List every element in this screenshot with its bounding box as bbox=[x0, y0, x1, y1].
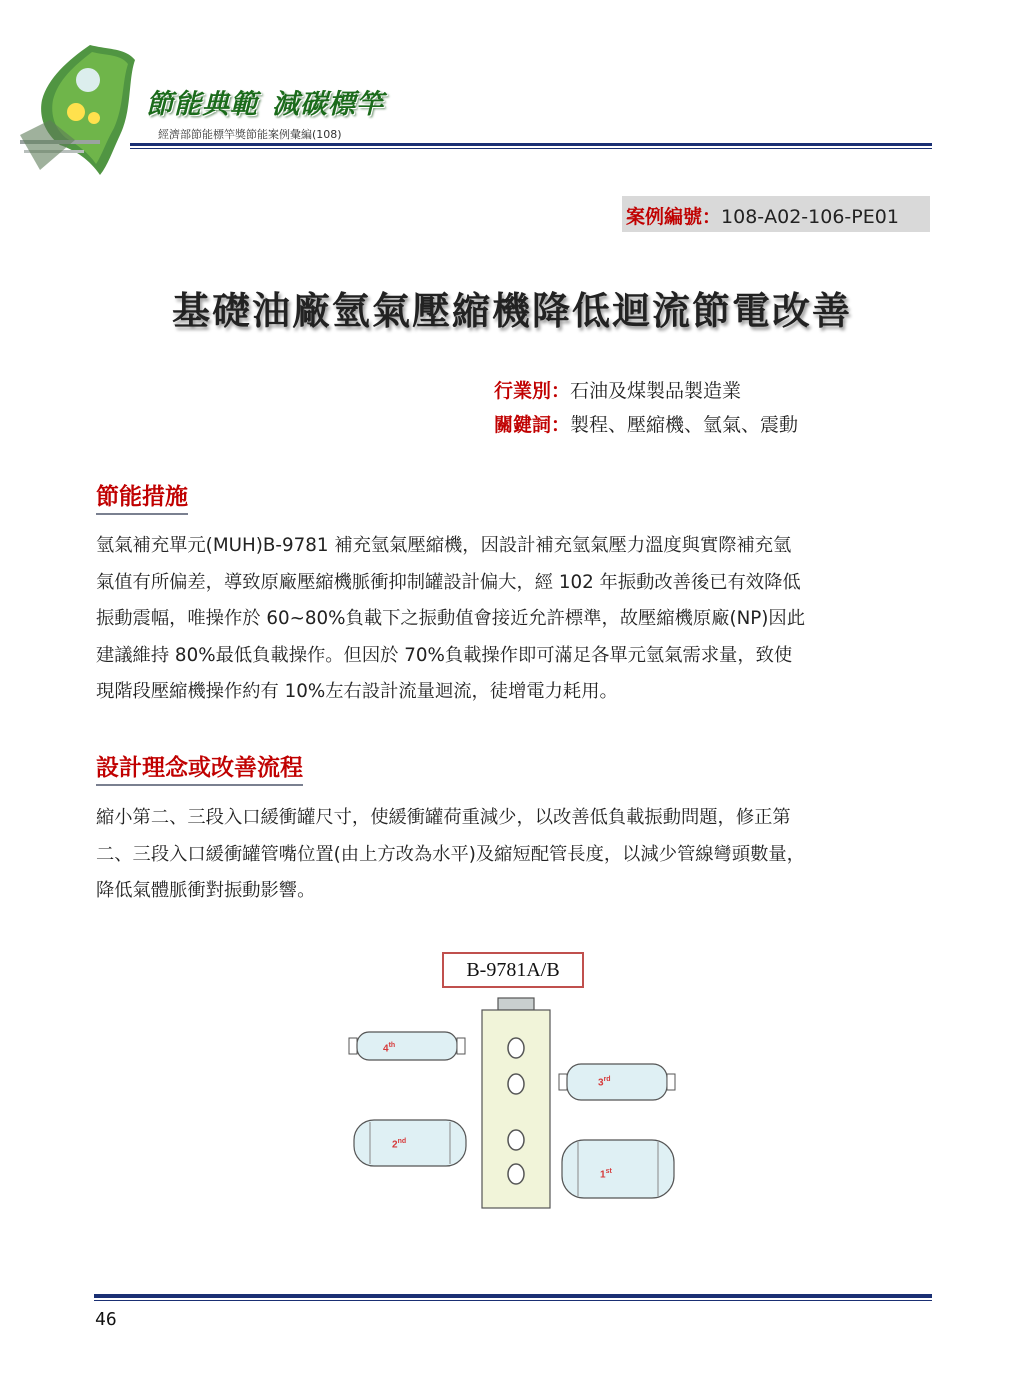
tank-stage-3 bbox=[559, 1064, 675, 1100]
stage-label-1: 1st bbox=[600, 1168, 612, 1181]
column-port bbox=[508, 1074, 524, 1094]
header-rule-thin bbox=[130, 148, 932, 149]
footer-rule bbox=[94, 1294, 932, 1298]
column-port bbox=[508, 1038, 524, 1058]
section-heading-measures: 節能措施 bbox=[96, 478, 188, 515]
brand-title bbox=[146, 82, 384, 121]
industry-line bbox=[494, 376, 741, 403]
logo-emblem-icon bbox=[20, 40, 160, 180]
column-port bbox=[508, 1164, 524, 1184]
paragraph-line: 建議維持 80%最低負載操作。但因於 70%負載操作即可滿足各單元氫氣需求量，致使 bbox=[96, 644, 793, 666]
stage-label-3: 3rd bbox=[598, 1076, 611, 1089]
section-body-measures bbox=[96, 528, 934, 711]
page-number: 46 bbox=[95, 1309, 117, 1330]
paragraph-line: 縮小第二、三段入口緩衝罐尺寸，使緩衝罐荷重減少，以改善低負載振動問題，修正第 bbox=[96, 807, 791, 828]
case-number-value: 108-A02-106-PE01 bbox=[721, 206, 899, 228]
diagram-label: B-9781A/B bbox=[442, 952, 584, 988]
header-subtitle: 經濟部節能標竿獎節能案例彙編(108) bbox=[158, 128, 342, 141]
diagram-drawing bbox=[340, 950, 690, 1215]
industry-label: 行業別： bbox=[494, 380, 571, 402]
compressor-diagram bbox=[340, 950, 690, 1215]
section-heading-design: 設計理念或改善流程 bbox=[96, 749, 303, 786]
keywords-label: 關鍵詞： bbox=[494, 414, 571, 436]
paragraph-line: 氫氣補充單元(MUH)B-9781 補充氫氣壓縮機，因設計補充氫氣壓力溫度與實際補充氫 bbox=[96, 535, 792, 556]
paragraph-line: 現階段壓縮機操作約有 10%左右設計流量迴流，徒增電力耗用。 bbox=[96, 681, 618, 702]
paragraph-line: 振動震幅，唯操作於 60~80%負載下之振動值會接近允許標準，故壓縮機原廠(NP)因此 bbox=[96, 608, 805, 629]
keywords-value: 製程、壓縮機、氫氣、震動 bbox=[570, 414, 799, 436]
page-title: 基礎油廠氫氣壓縮機降低迴流節電改善 bbox=[171, 289, 852, 333]
section-body-design bbox=[96, 800, 934, 910]
brand-right: 減碳標竿 bbox=[272, 89, 384, 120]
column-cap bbox=[498, 998, 534, 1010]
paragraph-line: 二、三段入口緩衝罐管嘴位置(由上方改為水平)及縮短配管長度，以減少管線彎頭數量， bbox=[96, 843, 805, 865]
tank-stage-1 bbox=[562, 1140, 674, 1198]
paragraph-line: 降低氣體脈衝對振動影響。 bbox=[96, 880, 316, 901]
footer-rule-thin bbox=[94, 1300, 932, 1301]
brand-left: 節能典範 bbox=[146, 89, 258, 120]
tank-stage-2 bbox=[354, 1120, 466, 1166]
column-port bbox=[508, 1130, 524, 1150]
stage-label-4: 4th bbox=[383, 1042, 396, 1055]
case-number-label: 案例編號： bbox=[626, 206, 722, 228]
paragraph-line: 氣值有所偏差，導致原廠壓縮機脈衝抑制罐設計偏大，經 102 年振動改善後已有效降低 bbox=[96, 571, 801, 593]
stage-label-2: 2nd bbox=[392, 1138, 407, 1151]
case-number-box bbox=[622, 196, 930, 232]
industry-value: 石油及煤製品製造業 bbox=[570, 380, 742, 402]
header-rule bbox=[130, 143, 932, 146]
tank-stage-4 bbox=[349, 1032, 465, 1060]
keywords-line bbox=[494, 410, 798, 437]
